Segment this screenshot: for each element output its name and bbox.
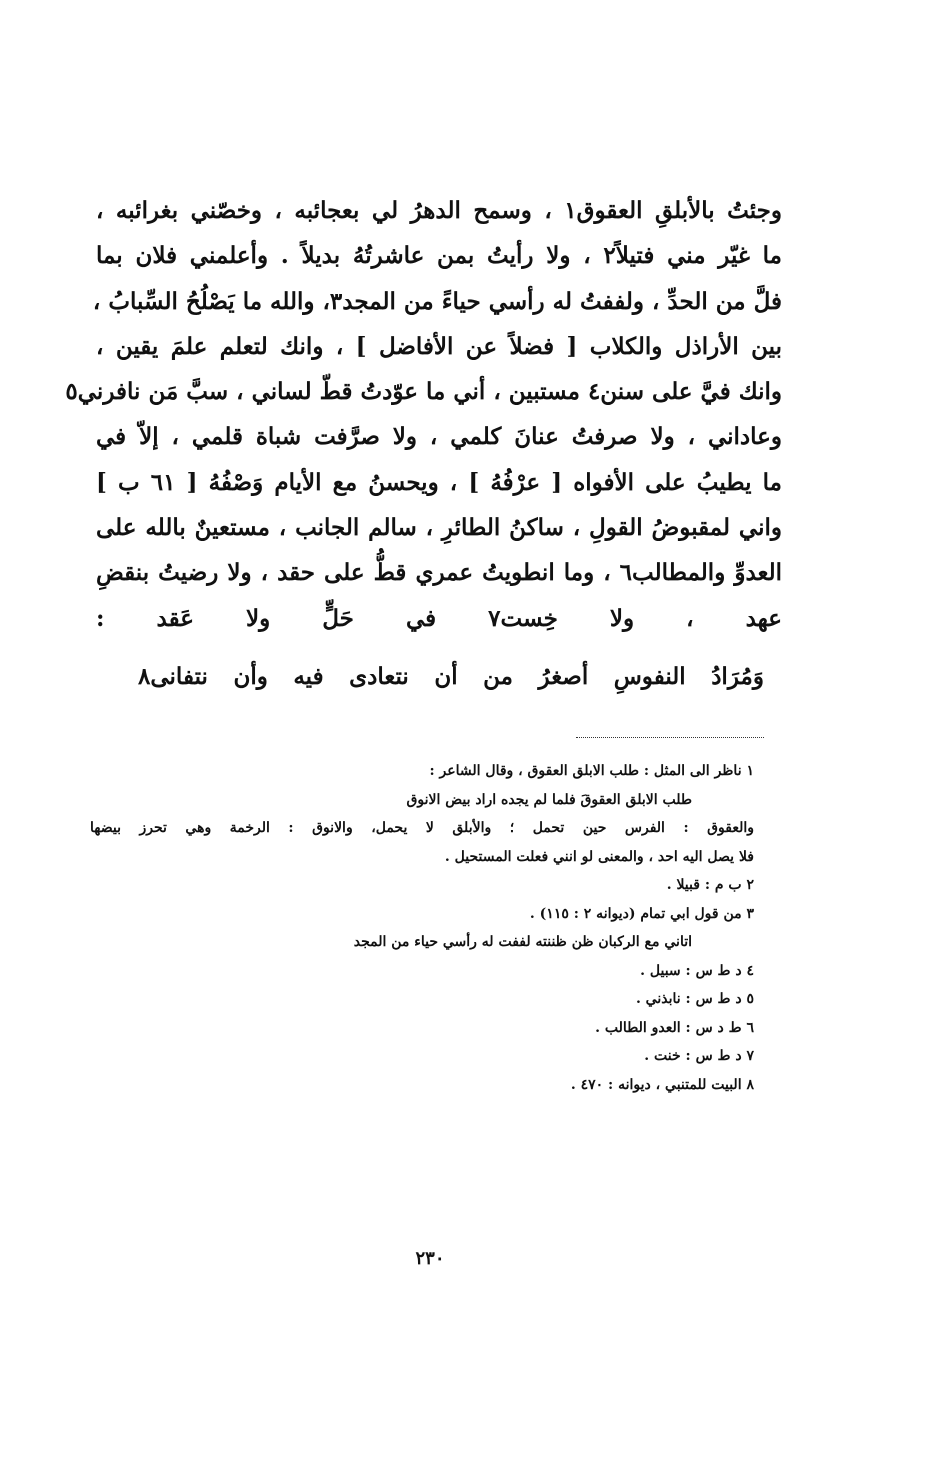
body-line: وانك فيَّ على سنن٤ مستبين ، أني ما عوّدتُ قطّ لساني ، سبَّ مَن نافرني٥ xyxy=(65,378,782,406)
footnote-line: فلا يصل اليه احد ، والمعنى لو انني فعلت المستحيل . xyxy=(444,848,754,865)
footnote-separator xyxy=(576,737,764,738)
footnote-line: ٥ د ط س : نابذني . xyxy=(635,991,754,1007)
footnote-line: ٣ من قول ابي تمام (ديوانه ٢ : ١١٥) . xyxy=(529,905,754,922)
verse-word: أن xyxy=(434,663,458,690)
body-line: بين الأراذل والكلاب [ فضلاً عن الأفاضل ] ، وانك لتعلم علمَ يقين ، xyxy=(96,332,782,360)
body-line: واني لمقبوضُ القولِ ، ساكنُ الطائرِ ، سالم الجانب ، مستعينٌ بالله على xyxy=(96,514,782,542)
verse-word: من xyxy=(483,663,513,690)
footnotes xyxy=(90,763,754,1105)
footnote-line: والعقوق : الفرس حين تحمل ؛ والأبلق لا يحمل، والانوق : الرخمة وهي تحرز بيضها xyxy=(90,820,754,836)
page-number: ٢٣٠ xyxy=(415,1248,445,1269)
verse-word: فيه xyxy=(293,663,324,690)
body-line: وجئتُ بالأبلقِ العقوق١ ، وسمح الدهرُ لي بعجائبه ، وخصّني بغرائبه ، xyxy=(96,197,782,224)
footnote-line: ٨ البيت للمتنبي ، ديوانه : ٤٧٠ . xyxy=(570,1076,754,1093)
verse-word: وَمُرَادُ xyxy=(711,663,764,690)
footnote-line: ١ ناظر الى المثل : طلب الابلق العقوق ، وقال الشاعر : xyxy=(429,763,754,779)
body-text xyxy=(65,188,783,641)
body-line: ما يطيبُ على الأفواه [ عرْفُهُ ] ، ويحسنُ مع الأيام وَصْفُهُ [ ٦١ ب ] xyxy=(96,468,782,496)
body-line: وعاداني ، ولا صرفتُ عنانَ كلمي ، ولا صرَّفت شباة قلمي ، إلاّ في xyxy=(96,423,782,451)
footnote-line: ٦ ط د س : العدو الطالب . xyxy=(595,1019,754,1036)
verse-word: نتفانى٨ xyxy=(138,663,208,690)
footnote-line: ٢ ب م : قبيلا . xyxy=(666,877,754,893)
footnote-verse: اتاني مع الركبان ظن ظننته لففت له رأسي حياء من المجد xyxy=(353,934,692,950)
verse-word: النفوسِ xyxy=(613,663,686,690)
footnote-line: ٧ د ط س : خنت . xyxy=(644,1048,754,1064)
body-line: فلَّ من الحدِّ ، ولففتُ له رأسي حياءً من المجد٣، والله ما يَصْلُحُ السِّبابُ ، xyxy=(92,287,782,315)
poetry-verse xyxy=(138,663,764,690)
footnote-verse: طلب الابلق العقوقَ فلما لم يجده اراد بيض الانوق xyxy=(406,791,692,808)
verse-word: أصغرُ xyxy=(538,663,589,690)
verse-word: وأن xyxy=(233,663,268,690)
body-line: العدوِّ والمطالب٦ ، وما انطويتُ عمري قطُّ على حقد ، ولا رضيتُ بنقضِ xyxy=(96,559,783,587)
verse-word: نتعادى xyxy=(349,663,409,690)
body-line: عهد ، ولا خِست٧ في حَلٍّ ولا عَقد : xyxy=(96,604,783,632)
footnote-line: ٤ د ط س : سبيل . xyxy=(640,962,754,979)
body-line: ما غيّر مني فتيلاً٢ ، ولا رأيتُ بمن عاشرتُهُ بديلاً . وأعلمني فلان بما xyxy=(96,242,783,270)
